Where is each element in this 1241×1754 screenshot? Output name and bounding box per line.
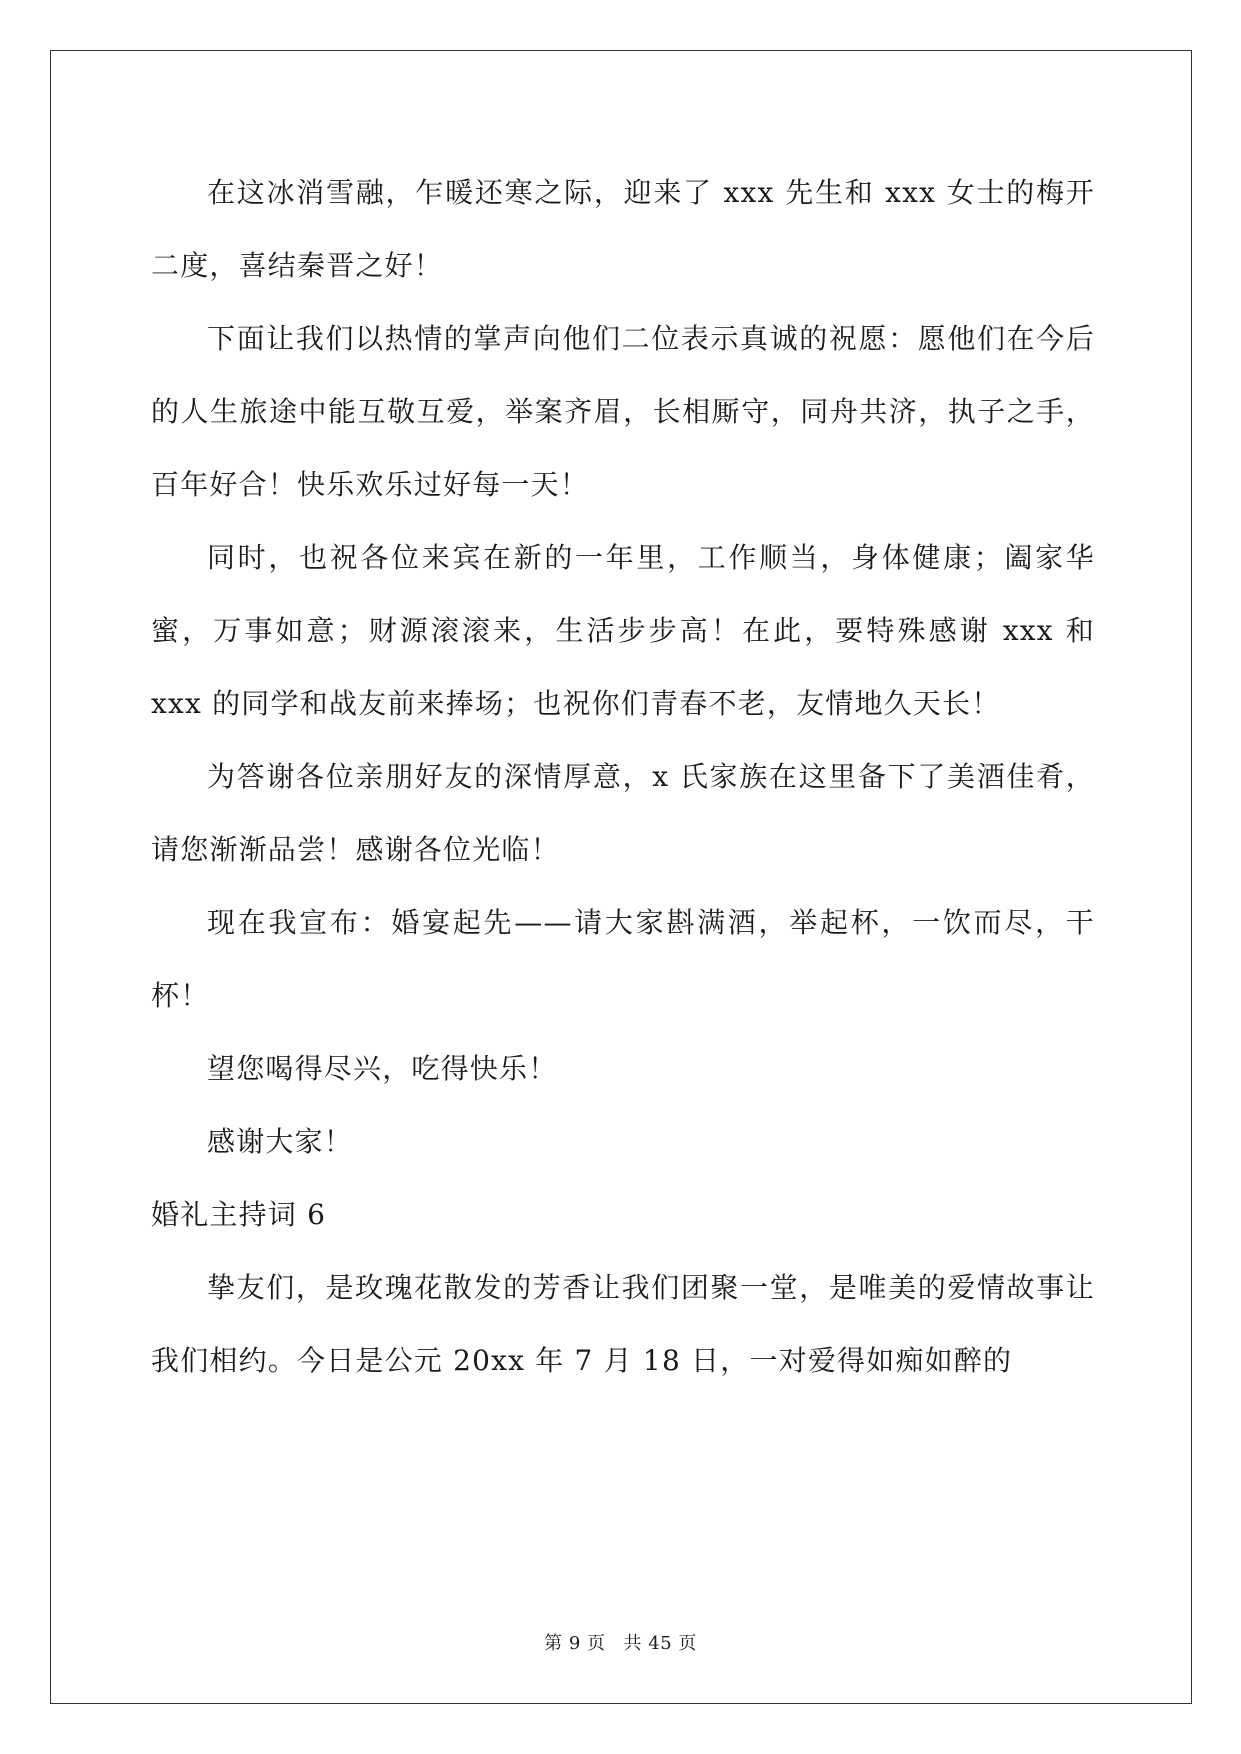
document-body [151,156,1095,1397]
paragraph: 望您喝得尽兴，吃得快乐！ [207,1052,558,1085]
paragraph: 同时，也祝各位来宾在新的一年里，工作顺当，身体健康；阖家华蜜，万事如意；财源滚滚来，生活步步高！在此，要特殊感谢 xxx 和 xxx 的同学和战友前来捧场；也祝你们青春不老，友情地久天长！ [151,541,1095,720]
paragraph: 感谢大家！ [207,1125,354,1158]
page-total: 共 45 页 [623,1633,697,1654]
paragraph: 挚友们，是玫瑰花散发的芳香让我们团聚一堂，是唯美的爱情故事让我们相约。今日是公元 20xx 年 7 月 18 日，一对爱得如痴如醉的 [151,1271,1095,1377]
paragraph: 下面让我们以热情的掌声向他们二位表示真诚的祝愿：愿他们在今后的人生旅途中能互敬互爱，举案齐眉，长相厮守，同舟共济，执子之手，百年好合！快乐欢乐过好每一天！ [151,322,1095,501]
paragraph: 为答谢各位亲朋好友的深情厚意，x 氏家族在这里备下了美酒佳肴，请您渐渐品尝！感谢各位光临！ [151,760,1095,866]
paragraph: 在这冰消雪融，乍暖还寒之际，迎来了 xxx 先生和 xxx 女士的梅开二度，喜结秦晋之好！ [151,176,1095,282]
page-number: 第 9 页 [544,1633,606,1654]
page-footer [0,1632,1241,1656]
section-heading: 婚礼主持词 6 [151,1198,327,1231]
paragraph: 现在我宣布：婚宴起先——请大家斟满酒，举起杯，一饮而尽，干杯！ [151,906,1095,1012]
